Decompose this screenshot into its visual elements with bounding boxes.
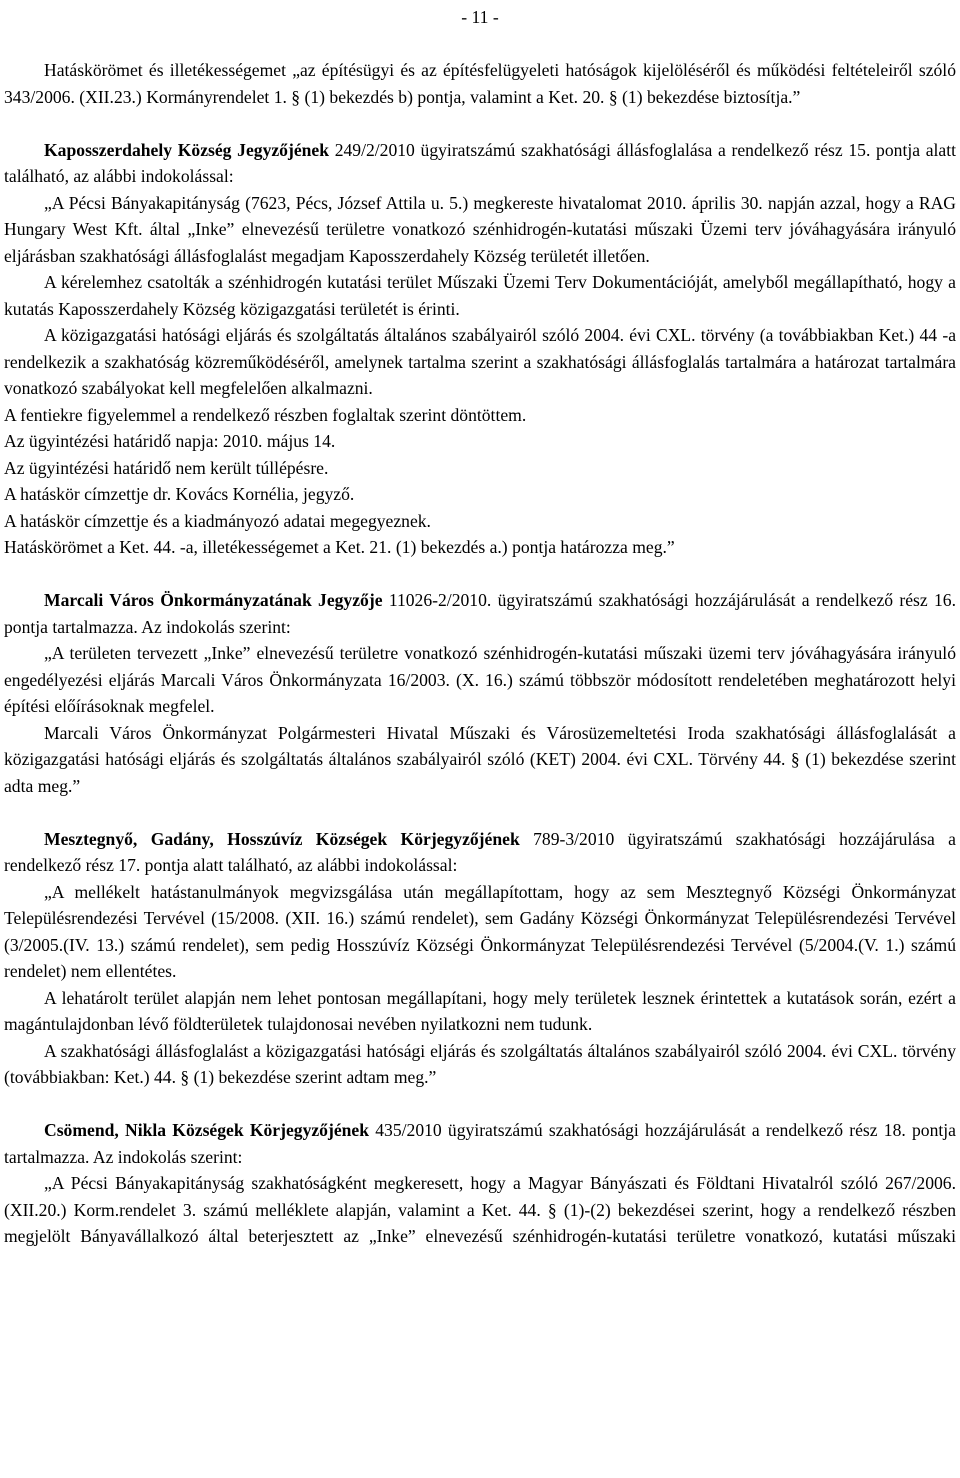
paragraph-gap — [4, 110, 956, 137]
csomend-heading — [4, 1117, 956, 1170]
kaposszerdahely-paragraph: A kérelemhez csatolták a szénhidrogén kutatási terület Műszaki Üzemi Terv Dokumentációját, amelyből megállapítható, hogy a kutatás Kaposszerdahely Község közigazgatási területét is érinti. — [4, 272, 956, 319]
heading-text: 435/2010 ügyiratszámú szakhatósági hozzájárulását a rendelkező rész 18. pontja tartalmazza. Az indokolás szerint: — [4, 1120, 956, 1167]
marcali-paragraph: „A területen tervezett „Inke” elnevezésű területre vonatkozó szénhidrogén-kutatási műszaki üzemi terv jóváhagyására irányuló engedélyezési eljárás Marcali Város Önkormányzata 16/2003. (X. 16.) számú többször módosított rendeletében meghatározott helyi építési előírásoknak megfelel. — [4, 643, 956, 716]
mesztegnyo-paragraph: A szakhatósági állásfoglalást a közigazgatási hatósági eljárás és szolgáltatás általános szabályairól szóló 2004. évi CXL. törvény (továbbiakban: Ket.) 44. § (1) bekezdése szerint adtam meg.” — [4, 1040, 956, 1087]
kaposszerdahely-paragraph: A közigazgatási hatósági eljárás és szolgáltatás általános szabályairól szóló 2004. évi CXL. törvény (a továbbiakban Ket.) 44 -a rendelkezik a szakhatóság közreműködéséről, amelynek tartalma szerint a szakhatósági állásfoglalás tartalmára a határozat tartalmára vonatkozó szabályokat kell megfelelően alkalmazni. — [4, 325, 956, 398]
authority-name: Kaposszerdahely Község Jegyzőjének — [44, 139, 330, 160]
heading-text: 789-3/2010 ügyiratszámú szakhatósági hozzájárulása a rendelkező rész 17. pontja alatt található, az alábbi indokolással: — [4, 828, 956, 875]
kaposszerdahely-paragraph: A hatáskör címzettje dr. Kovács Kornélia, jegyző. — [4, 484, 355, 504]
competence-paragraph: Hatáskörömet és illetékességemet „az építésügyi és az építésfelügyeleti hatóságok kijelöléséről és működési feltételeiről szóló 343/2006. (XII.23.) Kormányrendelet 1. § (1) bekezdés b) pontja, valamint a Ket. 20. § (1) bekezdése biztosítja.” — [4, 60, 956, 107]
authority-name: Marcali Város Önkormányzatának Jegyzője — [44, 590, 383, 610]
kaposszerdahely-heading — [4, 137, 956, 190]
paragraph-gap — [4, 799, 956, 826]
mesztegnyo-heading — [4, 826, 956, 879]
heading-text: 11026-2/2010. ügyiratszámú szakhatósági hozzájárulását a rendelkező rész 16. pontja tartalmazza. Az indokolás szerint: — [4, 590, 956, 637]
kaposszerdahely-quote: „A Pécsi Bányakapitányság (7623, Pécs, József Attila u. 5.) megkereste hivatalomat 2010. április 30. napján azzal, hogy a RAG Hungary West Kft. által „Inke” elnevezésű területre vonatkozó szénhidrogén-kutatási műszaki Üzemi terv jóváhagyására irányuló eljárásban szakhatósági állásfoglalást megadjam Kaposszerdahely Község területét illetően. — [4, 192, 956, 266]
mesztegnyo-paragraph: „A mellékelt hatástanulmányok megvizsgálása után megállapítottam, hogy az sem Mesztegnyő Községi Önkormányzat Településrendezési Tervével (15/2008. (XII. 16.) számú rendelet), sem Gadány Községi Önkormányzat Településrendezési Tervével (3/2005.(IV. 13.) számú rendelet), sem pedig Hosszúvíz Községi Önkormányzat Településrendezési Tervével (5/2004.(V. 1.) számú rendelet) nem ellentétes. — [4, 881, 956, 981]
marcali-paragraph: Marcali Város Önkormányzat Polgármesteri Hivatal Műszaki és Városüzemeltetési Iroda szakhatósági állásfoglalását a közigazgatási hatósági eljárás és szolgáltatás általános szabályairól szóló (KET) 2004. évi CXL. Törvény 44. § (1) bekezdése szerint adta meg.” — [4, 722, 956, 796]
heading-text: 249/2/2010 ügyiratszámú szakhatósági állásfoglalása a rendelkező rész 15. pontja alatt található, az alábbi indokolással: — [4, 139, 956, 186]
page-number: - 11 - — [461, 7, 499, 27]
marcali-heading — [4, 587, 956, 640]
paragraph-gap — [4, 1091, 956, 1118]
authority-name: Mesztegnyő, Gadány, Hosszúvíz Községek Körjegyzőjének — [44, 828, 520, 849]
mesztegnyo-paragraph: A lehatárolt terület alapján nem lehet pontosan megállapítani, hogy mely területek lesznek érintettek a kutatások során, ezért a magántulajdonban lévő földterületek tulajdonosai nevében nyilatkozni nem tudunk. — [4, 987, 956, 1034]
kaposszerdahely-paragraph: A hatáskör címzettje és a kiadmányozó adatai megegyeznek. — [4, 510, 431, 531]
kaposszerdahely-paragraph: A fentiekre figyelemmel a rendelkező részben foglaltak szerint döntöttem. — [4, 404, 527, 425]
csomend-paragraph: „A Pécsi Bányakapitányság szakhatóságként megkeresett, hogy a Magyar Bányászati és Földtani Hivatalról szóló 267/2006.(XII.20.) Korm.rendelet 3. számú melléklete alapján, valamint a Ket. 44. § (1)-(2) bekezdései szerint, hogy a rendelkező részben megjelölt Bányavállalkozó által beterjesztett az „Inke” elnevezésű szénhidrogén-kutatási területre vonatkozó, kutatási műszaki — [4, 1173, 956, 1246]
kaposszerdahely-paragraph: Hatáskörömet a Ket. 44. -a, illetékességemet a Ket. 21. (1) bekezdés a.) pontja határozza meg.” — [4, 537, 675, 557]
authority-name: Csömend, Nikla Községek Körjegyzőjének — [44, 1120, 370, 1140]
kaposszerdahely-paragraph: Az ügyintézési határidő napja: 2010. május 14. — [4, 431, 336, 451]
paragraph-gap — [4, 561, 956, 588]
kaposszerdahely-paragraph: Az ügyintézési határidő nem került túllépésre. — [4, 457, 329, 478]
